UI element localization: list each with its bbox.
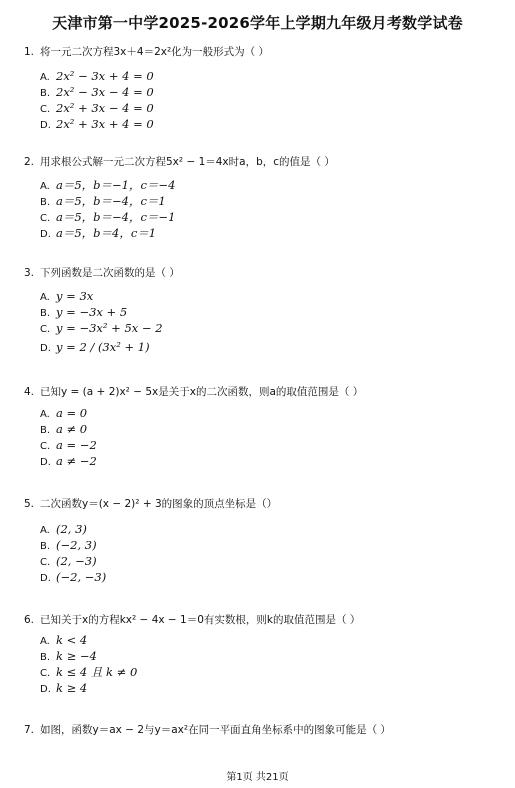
option-c[interactable]: C. 2x² + 3x − 4 = 0 — [40, 101, 154, 115]
question-6 — [24, 613, 494, 627]
option-b[interactable]: B. y = −3x + 5 — [40, 305, 128, 319]
question-text: 已知关于x的方程kx² − 4x − 1＝0有实数根，则k的取值范围是（ ） — [40, 614, 361, 626]
question-number: 6. — [24, 614, 35, 626]
question-5 — [24, 497, 494, 511]
option-b[interactable]: B. a ≠ 0 — [40, 422, 88, 436]
question-number: 7. — [24, 724, 35, 736]
option-d[interactable]: D. y = 2 / (3x² + 1) — [40, 340, 150, 354]
question-number: 1. — [24, 46, 35, 58]
option-b[interactable]: B. k ≥ −4 — [40, 649, 97, 663]
option-a[interactable]: A. 2x² − 3x + 4 = 0 — [40, 69, 154, 83]
question-2-options — [40, 177, 480, 241]
question-number: 5. — [24, 498, 35, 510]
question-text: 二次函数y＝(x − 2)² + 3的图象的顶点坐标是（） — [40, 498, 278, 510]
page-title: 天津市第一中学2025-2026学年上学期九年级月考数学试卷 — [52, 14, 463, 32]
question-text: 如图，函数y＝ax − 2与y＝ax²在同一平面直角坐标系中的图象可能是（ ） — [40, 724, 391, 736]
option-a[interactable]: A. k < 4 — [40, 633, 88, 647]
question-text: 已知y = (a + 2)x² − 5x是关于x的二次函数，则a的取值范围是（ ） — [40, 386, 364, 398]
page-footer: 第1页 共21页 — [226, 772, 289, 783]
question-text: 下列函数是二次函数的是（ ） — [40, 267, 180, 279]
question-4 — [24, 385, 494, 399]
option-b[interactable]: B. 2x² − 3x − 4 = 0 — [40, 85, 154, 99]
option-b[interactable]: B. (−2, 3) — [40, 538, 97, 552]
question-6-options — [40, 632, 480, 696]
option-b[interactable]: B. a＝5，b＝−4，c＝1 — [40, 194, 166, 208]
option-a[interactable]: A. a＝5，b＝−1，c＝−4 — [40, 178, 176, 192]
question-number: 4. — [24, 386, 35, 398]
question-3 — [24, 266, 494, 280]
question-3-options — [40, 288, 480, 355]
option-d[interactable]: D. a ≠ −2 — [40, 454, 97, 468]
option-c[interactable]: C. a＝5，b＝−4，c＝−1 — [40, 210, 176, 224]
option-c[interactable]: C. k ≤ 4 且 k ≠ 0 — [40, 665, 138, 679]
question-4-options — [40, 405, 480, 469]
question-number: 3. — [24, 267, 35, 279]
option-c[interactable]: C. (2, −3) — [40, 554, 97, 568]
question-text: 将一元二次方程3x＋4＝2x²化为一般形式为（ ） — [40, 46, 270, 58]
option-d[interactable]: D. (−2, −3) — [40, 570, 107, 584]
question-text: 用求根公式解一元二次方程5x² − 1＝4x时a，b，c的值是（ ） — [40, 156, 335, 168]
option-d[interactable]: D. 2x² + 3x + 4 = 0 — [40, 117, 154, 131]
option-c[interactable]: C. a = −2 — [40, 438, 97, 452]
option-a[interactable]: A. y = 3x — [40, 289, 94, 303]
option-c[interactable]: C. y = −3x² + 5x − 2 — [40, 321, 163, 335]
question-number: 2. — [24, 156, 35, 168]
question-1-options — [40, 68, 480, 132]
option-a[interactable]: A. (2, 3) — [40, 522, 87, 536]
option-d[interactable]: D. a＝5，b＝4，c＝1 — [40, 226, 157, 240]
option-a[interactable]: A. a = 0 — [40, 406, 88, 420]
question-5-options — [40, 521, 480, 585]
question-7 — [24, 723, 494, 737]
question-2 — [24, 155, 494, 169]
question-1 — [24, 45, 494, 59]
option-d[interactable]: D. k ≥ 4 — [40, 681, 88, 695]
